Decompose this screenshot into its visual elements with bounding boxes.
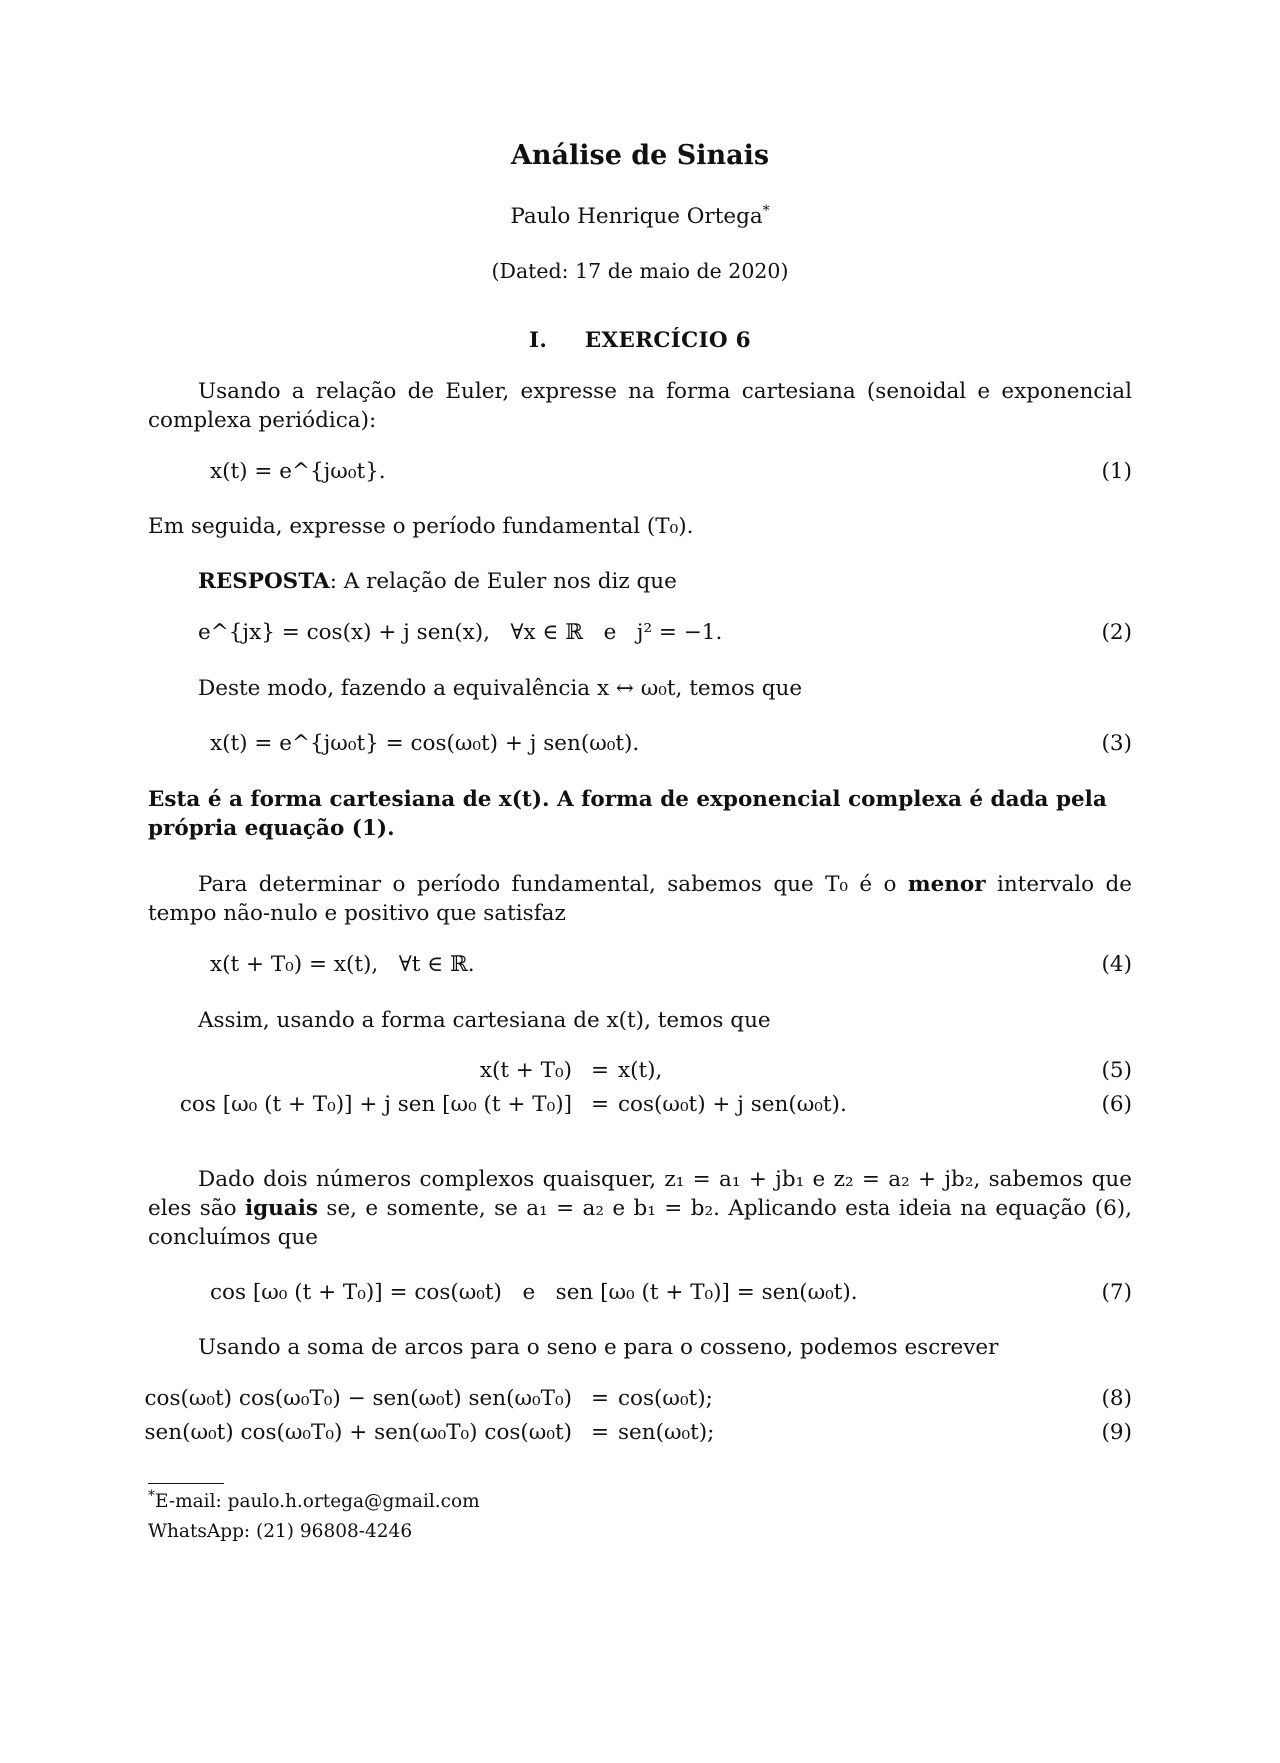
author-footnote-mark: * — [762, 202, 770, 219]
section-title: EXERCÍCIO 6 — [584, 328, 751, 353]
equation-9-equals: = — [590, 1420, 609, 1445]
resposta-label: RESPOSTA — [198, 569, 330, 594]
equation-5-lhs: x(t + T₀) — [479, 1058, 572, 1083]
equation-4 — [210, 949, 1132, 981]
equation-8-equals: = — [590, 1386, 609, 1411]
paragraph-bold-conclusion: Esta é a forma cartesiana de x(t). A forma de exponencial complexa é dada pela própria equação (1). — [148, 787, 1107, 841]
p5-part-c: intervalo de tempo não-nulo e positivo que satisfaz — [148, 872, 1132, 926]
equation-1 — [210, 456, 1132, 488]
paragraph-equivalence: Deste modo, fazendo a equivalência x ↔ ω₀t, temos que — [198, 676, 803, 701]
equation-1-number: (1) — [1101, 459, 1132, 484]
p7-bold-iguais: iguais — [244, 1196, 319, 1221]
dated-line: (Dated: 17 de maio de 2020) — [491, 259, 789, 283]
paragraph-period: Em seguida, expresse o período fundamental (T₀). — [148, 514, 694, 539]
equation-3-number: (3) — [1101, 731, 1132, 756]
paragraph-sum-of-arcs: Usando a soma de arcos para o seno e para o cosseno, podemos escrever — [198, 1335, 999, 1360]
paper-title: Análise de Sinais — [510, 140, 770, 171]
equation-8-lhs: cos(ω₀t) cos(ω₀T₀) − sen(ω₀t) sen(ω₀T₀) — [144, 1386, 572, 1411]
p5-part-a: Para determinar o período fundamental, sabemos que T₀ é o — [198, 872, 908, 897]
equation-5-equals: = — [590, 1058, 609, 1083]
equation-6-equals: = — [590, 1092, 609, 1117]
p7-part-c: se, e somente, se a₁ = a₂ e b₁ = b₂. Aplicando esta ideia na equação (6), concluímos que — [148, 1196, 1132, 1250]
equation-2-content: e^{jx} = cos(x) + j sen(x), ∀x ∈ ℝ e j² = −1. — [198, 620, 723, 645]
paragraph-fundamental-period — [148, 870, 1132, 928]
equation-7-content: cos [ω₀ (t + T₀)] = cos(ω₀t) e sen [ω₀ (t + T₀)] = sen(ω₀t). — [210, 1280, 858, 1305]
p7-part-a: Dado dois números complexos quaisquer, z₁ = a₁ + jb₁ e z₂ = a₂ + jb₂, sabemos que eles são — [148, 1167, 1132, 1221]
equation-8-rhs: cos(ω₀t); — [618, 1386, 713, 1411]
footnote-whatsapp: WhatsApp: (21) 96808-4246 — [148, 1521, 413, 1542]
p5-bold-menor: menor — [907, 872, 986, 897]
author-name: Paulo Henrique Ortega — [510, 204, 763, 229]
author-line — [148, 204, 1132, 229]
equation-7 — [210, 1277, 1132, 1309]
equation-6-number: (6) — [1101, 1092, 1132, 1117]
equation-4-number: (4) — [1101, 952, 1132, 977]
paragraph-cartesian: Assim, usando a forma cartesiana de x(t), temos que — [198, 1008, 771, 1033]
equation-5-number: (5) — [1101, 1058, 1132, 1083]
equation-7-number: (7) — [1101, 1280, 1132, 1305]
section-heading — [148, 328, 1132, 353]
equation-1-content: x(t) = e^{jω₀t}. — [210, 459, 386, 484]
equation-3-content: x(t) = e^{jω₀t} = cos(ω₀t) + j sen(ω₀t). — [210, 731, 640, 756]
equation-2 — [198, 617, 1132, 649]
paragraph-intro: Usando a relação de Euler, expresse na forma cartesiana (senoidal e exponencial complexa periódica): — [148, 379, 1132, 433]
section-number: I. — [529, 328, 548, 353]
equation-9-lhs: sen(ω₀t) cos(ω₀T₀) + sen(ω₀T₀) cos(ω₀t) — [144, 1420, 572, 1445]
footnote-email: E-mail: paulo.h.ortega@gmail.com — [155, 1491, 480, 1512]
equation-3 — [210, 728, 1132, 760]
paragraph-resposta — [148, 567, 1132, 596]
equation-9-number: (9) — [1101, 1420, 1132, 1445]
paragraph-complex-numbers — [148, 1165, 1132, 1252]
resposta-text: : A relação de Euler nos diz que — [329, 569, 677, 594]
equation-8-number: (8) — [1101, 1386, 1132, 1411]
footnote-mark: * — [148, 1487, 155, 1504]
equation-4-content: x(t + T₀) = x(t), ∀t ∈ ℝ. — [210, 952, 475, 977]
footnote-rule — [148, 1483, 224, 1484]
equation-6-lhs: cos [ω₀ (t + T₀)] + j sen [ω₀ (t + T₀)] — [179, 1092, 572, 1117]
equation-2-number: (2) — [1101, 620, 1132, 645]
equation-5-rhs: x(t), — [618, 1058, 663, 1083]
equation-6-rhs: cos(ω₀t) + j sen(ω₀t). — [618, 1092, 847, 1117]
equation-9-rhs: sen(ω₀t); — [618, 1420, 715, 1445]
footnote-email-line — [148, 1487, 480, 1514]
